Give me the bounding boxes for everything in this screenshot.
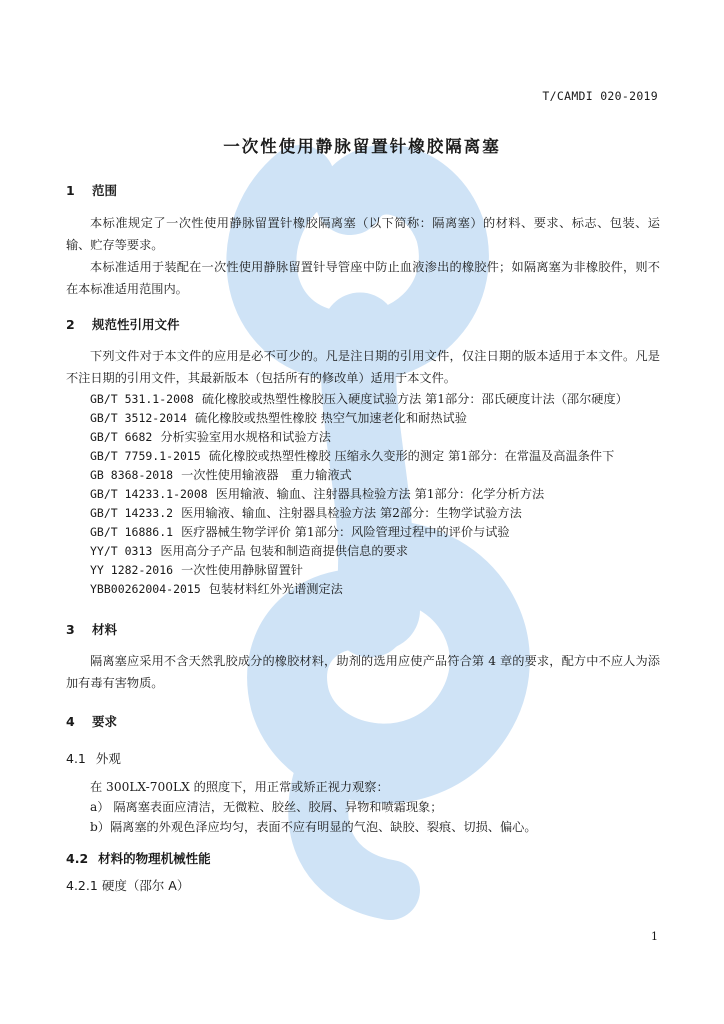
reference-code: GB/T 3512-2014	[90, 411, 187, 425]
subsection-number: 4.1	[66, 751, 86, 766]
reference-name: 医疗器械生物学评价 第1部分：风险管理过程中的评价与试验	[181, 525, 510, 539]
reference-item	[90, 428, 331, 445]
section-3-heading	[66, 620, 117, 638]
reference-item	[90, 561, 303, 578]
reference-name: 硫化橡胶或热塑性橡胶 热空气加速老化和耐热试验	[194, 411, 467, 425]
reference-name: 硫化橡胶或热塑性橡胶 压缩永久变形的测定 第1部分：在常温及高温条件下	[208, 449, 615, 463]
reference-code: GB/T 14233.1-2008	[90, 487, 208, 501]
section-title: 要求	[92, 714, 118, 729]
reference-code: YBB00262004-2015	[90, 582, 201, 596]
appearance-line: 在 300LX-700LX 的照度下，用正常或矫正视力观察：	[90, 780, 389, 794]
subsection-title: 外观	[95, 751, 121, 766]
section-title: 材料	[92, 622, 118, 637]
section-2-intro: 下列文件对于本文件的应用是必不可少的。凡是注日期的引用文件，仅注日期的版本适用于本文件。凡是不注日期的引用文件，其最新版本（包括所有的修改单）适用于本文件。	[66, 349, 660, 385]
document-title: 一次性使用静脉留置针橡胶隔离塞	[223, 137, 501, 156]
reference-item	[90, 409, 467, 426]
reference-name: 一次性使用输液器 重力输液式	[181, 468, 352, 482]
appearance-line: b）隔离塞的外观色泽应均匀，表面不应有明显的气泡、缺胶、裂痕、切损、偏心。	[90, 820, 537, 834]
page-number: 1	[651, 930, 658, 943]
reference-item	[90, 390, 628, 407]
section-2-heading	[66, 315, 180, 333]
reference-code: YY/T 0313	[90, 544, 153, 558]
reference-item	[90, 466, 352, 483]
reference-item	[90, 523, 510, 540]
reference-name: 一次性使用静脉留置针	[181, 563, 303, 577]
reference-item	[90, 485, 544, 502]
subsection-title: 硬度（邵尔 A）	[101, 878, 190, 893]
section-4-heading	[66, 712, 117, 730]
reference-code: GB/T 7759.1-2015	[90, 449, 201, 463]
reference-code: GB/T 16886.1	[90, 525, 174, 539]
section-1-paragraph-2: 本标准适用于装配在一次性使用静脉留置针导管座中防止血液渗出的橡胶件；如隔离塞为非橡胶件，则不在本标准适用范围内。	[66, 260, 660, 296]
reference-name: 医用输液、输血、注射器具检验方法 第1部分：化学分析方法	[215, 487, 545, 501]
subsection-4-2-heading	[66, 849, 211, 867]
reference-item	[90, 580, 343, 597]
reference-name: 分析实验室用水规格和试验方法	[160, 430, 331, 444]
subsection-number: 4.2	[66, 851, 89, 866]
subsection-4-2-1-heading	[66, 876, 189, 894]
section-number: 1	[66, 183, 75, 198]
reference-name: 硫化橡胶或热塑性橡胶压入硬度试验方法 第1部分：邵氏硬度计法（邵尔硬度）	[201, 392, 628, 406]
reference-name: 医用输液、输血、注射器具检验方法 第2部分：生物学试验方法	[181, 506, 522, 520]
section-title: 规范性引用文件	[92, 317, 180, 332]
reference-code: GB/T 14233.2	[90, 506, 174, 520]
reference-code: GB 8368-2018	[90, 468, 174, 482]
reference-code: GB/T 531.1-2008	[90, 392, 194, 406]
subsection-4-1-heading	[66, 749, 121, 767]
reference-name: 医用高分子产品 包装和制造商提供信息的要求	[160, 544, 408, 558]
section-number: 4	[66, 714, 75, 729]
subsection-title: 材料的物理机械性能	[98, 851, 211, 866]
document-code: T/CAMDI 020-2019	[542, 89, 658, 103]
section-title: 范围	[92, 183, 118, 198]
reference-item	[90, 447, 614, 464]
reference-item	[90, 542, 408, 559]
section-3-paragraph: 隔离塞应采用不含天然乳胶成分的橡胶材料，助剂的选用应使产品符合第 4 章的要求，配方中不应人为添加有毒有害物质。	[66, 654, 660, 690]
section-number: 2	[66, 317, 75, 332]
reference-code: GB/T 6682	[90, 430, 153, 444]
reference-code: YY 1282-2016	[90, 563, 174, 577]
reference-name: 包装材料红外光谱测定法	[208, 582, 343, 596]
appearance-line: a） 隔离塞表面应清洁，无微粒、胶丝、胶屑、异物和喷霜现象；	[90, 800, 443, 814]
section-1-paragraph-1: 本标准规定了一次性使用静脉留置针橡胶隔离塞（以下简称：隔离塞）的材料、要求、标志、包装、运输、贮存等要求。	[66, 216, 660, 252]
subsection-number: 4.2.1	[66, 878, 98, 893]
reference-item	[90, 504, 522, 521]
section-1-heading	[66, 181, 117, 199]
section-number: 3	[66, 622, 75, 637]
